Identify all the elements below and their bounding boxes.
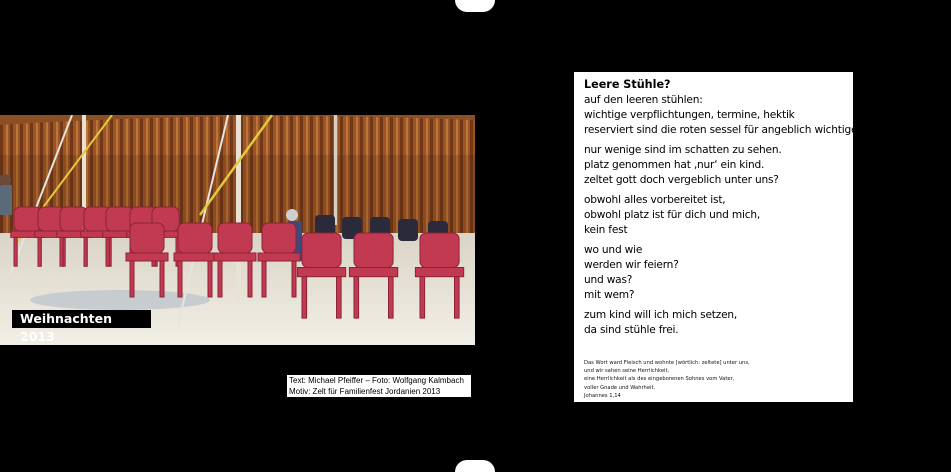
book-spine-top xyxy=(455,0,495,12)
verse-line: Das Wort ward Fleisch und wohnte [wörtlich: zeltete] unter uns, xyxy=(584,360,750,366)
poem-line: obwohl platz ist für dich und mich, xyxy=(584,208,761,221)
photo-credits xyxy=(287,375,471,397)
poem-line: obwohl alles vorbereitet ist, xyxy=(584,193,726,206)
poem-line: da sind stühle frei. xyxy=(584,323,679,336)
poem-line: reserviert sind die roten sessel für angeblich wichtiges. xyxy=(584,123,866,136)
poem-line: zum kind will ich mich setzen, xyxy=(584,308,738,321)
poem-line: auf den leeren stühlen: xyxy=(584,93,703,106)
verse-line: Johannes 1,14 xyxy=(584,392,621,399)
credits-line-2: Motiv: Zelt für Familienfest Jordanien 2013 xyxy=(289,386,441,396)
stanza xyxy=(584,193,853,238)
bible-verse xyxy=(584,359,750,400)
poem-line: mit wem? xyxy=(584,288,635,301)
stanza xyxy=(584,243,853,303)
poem-line: und was? xyxy=(584,273,633,286)
stanza xyxy=(584,143,853,188)
poem-line: platz genommen hat ‚nur‘ ein kind. xyxy=(584,158,765,171)
poem-title: Leere Stühle? xyxy=(584,78,671,91)
verse-line: voller Gnade und Wahrheit. xyxy=(584,384,656,391)
poem-body xyxy=(584,93,866,338)
stanza xyxy=(584,308,853,338)
verse-line: und wir sahen seine Herrlichkeit, xyxy=(584,368,670,375)
poem-line: wichtige verpflichtungen, termine, hektik xyxy=(584,108,795,121)
book-spine-bottom xyxy=(455,460,495,472)
poem-line: werden wir feiern? xyxy=(584,258,679,271)
poem-page xyxy=(574,72,866,402)
stanza xyxy=(584,93,866,138)
poem-line: wo und wie xyxy=(584,243,643,256)
poem-line: zeltet gott doch vergeblich unter uns? xyxy=(584,173,779,186)
photo-caption: Weihnachten 2013 xyxy=(12,310,151,328)
credits-line-1: Text: Michael Pfeiffer – Foto: Wolfgang Kalmbach xyxy=(289,376,464,385)
verse-line: eine Herrlichkeit als des eingeborenen Sohnes vom Vater, xyxy=(584,376,735,383)
poem-line: kein fest xyxy=(584,223,628,236)
poem-line: nur wenige sind im schatten zu sehen. xyxy=(584,143,782,156)
